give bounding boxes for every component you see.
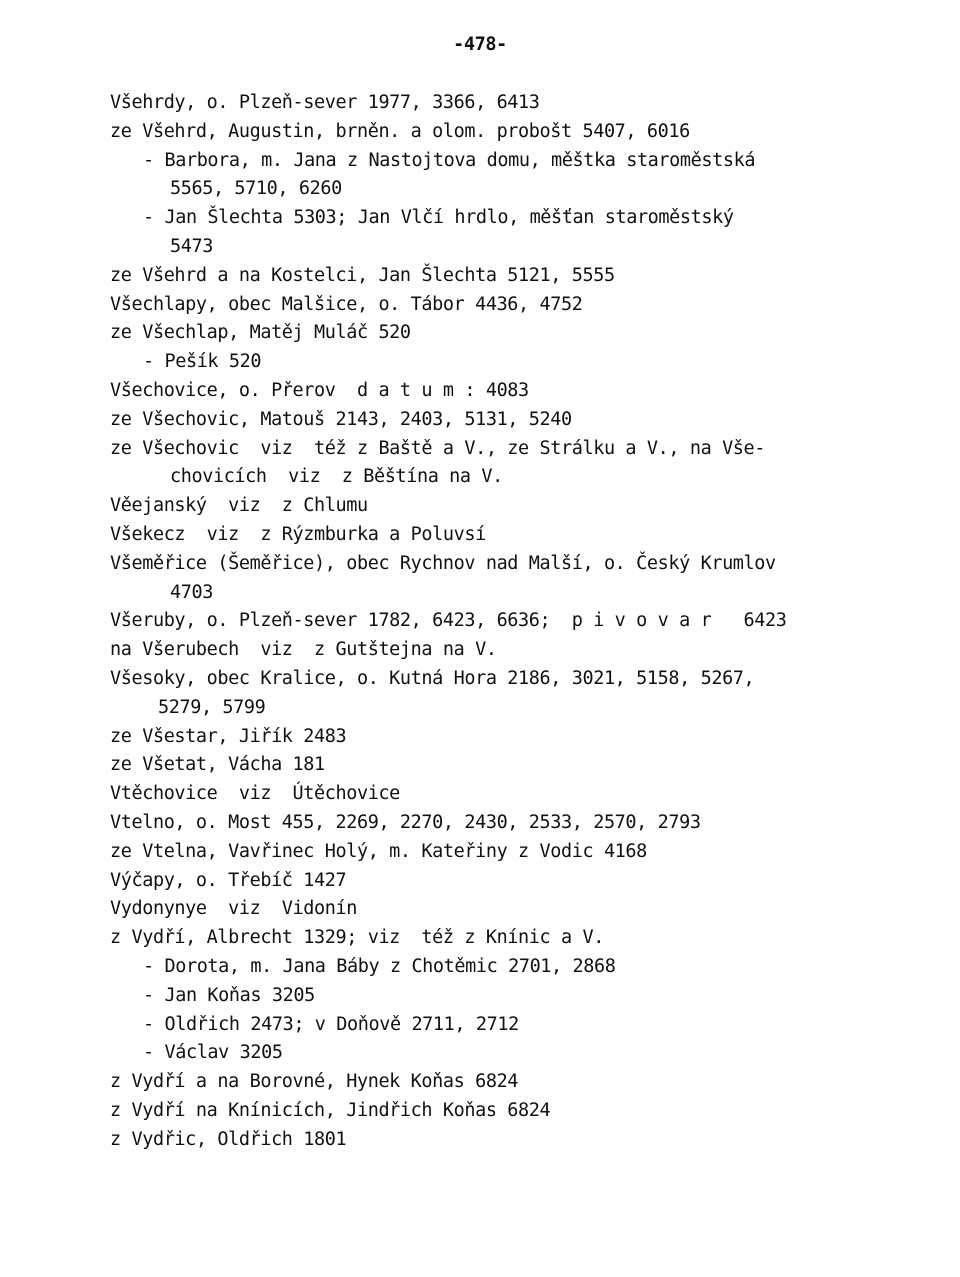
index-line: Všekecz viz z Rýzmburka a Poluvsí <box>110 523 486 545</box>
index-line: ze Vtelna, Vavřinec Holý, m. Kateřiny z Vodic 4168 <box>110 840 647 862</box>
index-line: z Vydří, Albrecht 1329; viz též z Knínic a V. <box>110 927 604 949</box>
index-line: Všesoky, obec Kralice, o. Kutná Hora 2186, 3021, 5158, 5267, <box>110 667 755 689</box>
index-line: ze Všechovic, Matouš 2143, 2403, 5131, 5240 <box>110 408 572 430</box>
index-line: Věejanský viz z Chlumu <box>110 495 368 517</box>
index-line: ze Všechovic viz též z Baště a V., ze Strálku a V., na Vše- <box>110 437 766 459</box>
index-line: chovicích viz z Běštína na V. <box>170 466 503 488</box>
index-line: z Vydří na Knínicích, Jindřich Koňas 6824 <box>110 1099 551 1121</box>
page-number: -478- <box>453 34 507 55</box>
index-line: - Pešík 520 <box>143 351 262 373</box>
index-line: 5473 <box>170 235 213 257</box>
index-line: Vydonynye viz Vidonín <box>110 898 357 920</box>
index-line: 5565, 5710, 6260 <box>170 178 342 200</box>
index-line: Vtěchovice viz Útěchovice <box>110 783 400 805</box>
index-line: - Barbora, m. Jana z Nastojtova domu, měštka staroměstská <box>143 149 756 171</box>
index-line: Vtelno, o. Most 455, 2269, 2270, 2430, 2533, 2570, 2793 <box>110 811 701 833</box>
index-line: z Vydřic, Oldřich 1801 <box>110 1128 347 1150</box>
index-line: Výčapy, o. Třebíč 1427 <box>110 869 347 891</box>
index-line: Všeměřice (Šeměřice), obec Rychnov nad Malší, o. Český Krumlov <box>110 552 776 574</box>
index-line: ze Všestar, Jiřík 2483 <box>110 725 347 747</box>
index-line: - Oldřich 2473; v Doňově 2711, 2712 <box>143 1013 519 1035</box>
index-line: Všechovice, o. Přerov d a t u m : 4083 <box>110 379 529 401</box>
index-line: Všechlapy, obec Malšice, o. Tábor 4436, 4752 <box>110 293 583 315</box>
index-line: - Jan Šlechta 5303; Jan Vlčí hrdlo, měšťan staroměstský <box>143 207 734 229</box>
index-entries <box>110 89 930 1154</box>
index-line: ze Všehrd a na Kostelci, Jan Šlechta 5121, 5555 <box>110 264 615 286</box>
index-line: ze Všechlap, Matěj Muláč 520 <box>110 322 411 344</box>
index-line: Všeruby, o. Plzeň-sever 1782, 6423, 6636; p i v o v a r 6423 <box>110 610 787 632</box>
index-line: Všehrdy, o. Plzeň-sever 1977, 3366, 6413 <box>110 92 540 113</box>
index-line: - Václav 3205 <box>143 1042 283 1064</box>
index-line: - Dorota, m. Jana Báby z Chotěmic 2701, 2868 <box>143 955 616 977</box>
index-line: na Všerubech viz z Gutštejna na V. <box>110 639 497 661</box>
index-line: ze Všehrd, Augustin, brněn. a olom. probošt 5407, 6016 <box>110 120 690 142</box>
index-line: z Vydří a na Borovné, Hynek Koňas 6824 <box>110 1071 519 1093</box>
index-line: 4703 <box>170 581 213 603</box>
index-line: - Jan Koňas 3205 <box>143 984 315 1006</box>
index-line: ze Všetat, Vácha 181 <box>110 754 325 776</box>
index-line: 5279, 5799 <box>158 696 266 718</box>
